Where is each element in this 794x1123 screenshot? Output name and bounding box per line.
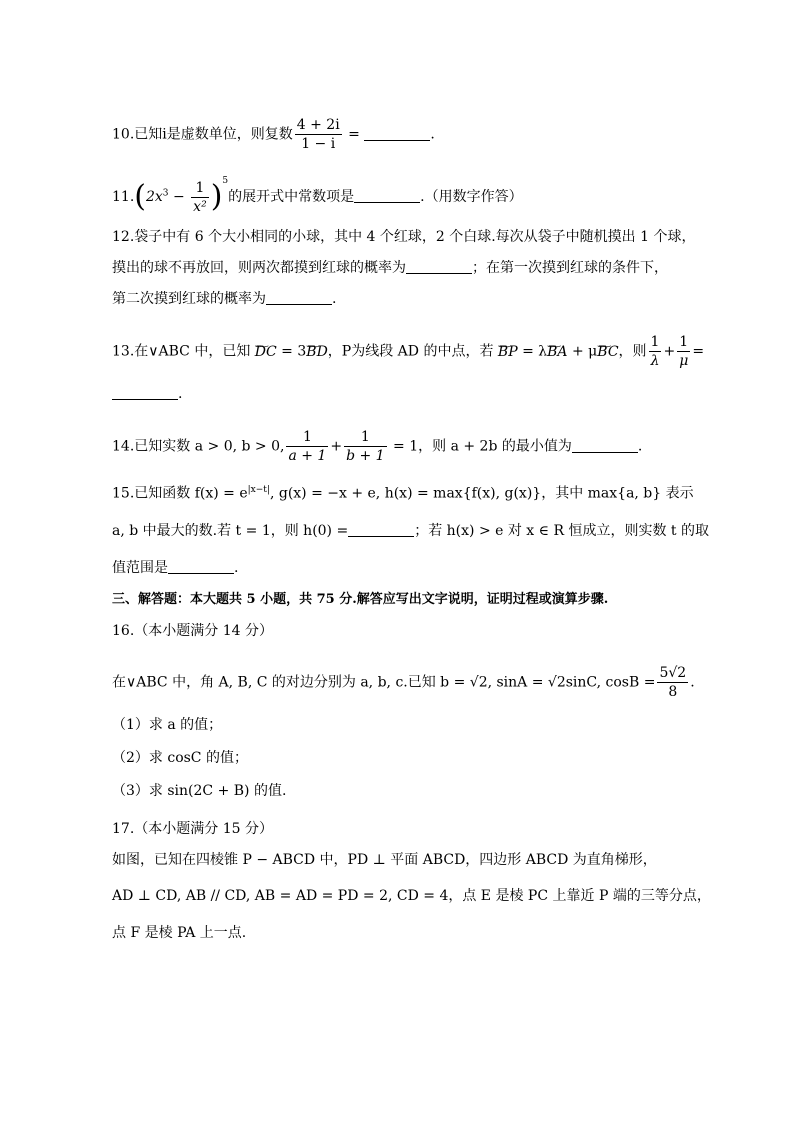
question-14: 14.已知实数 a > 0, b > 0, $\frac{1}{a + 1}$ + $\frac{1}{b + 1}$ = 1，则 a + 2b 的最小值为 . xyxy=(112,429,643,464)
question-16-title: 16.（本小题满分 14 分） xyxy=(112,623,273,639)
answer-blank xyxy=(348,522,414,537)
answer-blank xyxy=(168,559,234,574)
question-10: 10.已知i是虚数单位，则复数 $\frac{4 + 2i}{1 - i}$ = . xyxy=(112,117,435,152)
answer-blank xyxy=(266,290,332,305)
question-17-line-2: AD ⊥ CD, AB // CD, AB = AD = PD = 2, CD = 4，点 E 是棱 PC 上靠近 P 端的三等分点， xyxy=(112,888,711,904)
q10-fraction: $\frac{4 + 2i}{1 - i}$ xyxy=(296,117,340,152)
question-15-line-1: 15.已知函数 $f(x) = e^{|x-t|}$, g(x) = −x + e, h(x) = max{f(x), g(x)}，其中 max{a, b} 表示 xyxy=(112,485,694,502)
question-11: $11.(2x^3$ − $\frac{1}{\text{x²}}$ )$^5$的展开式中常数项是 .（用数字作答） xyxy=(112,176,523,215)
question-13-answer-line: . xyxy=(112,384,182,404)
question-16-part-2: （2）求 cosC 的值； xyxy=(112,750,248,766)
question-17-line-3: 点 F 是棱 PA 上一点. xyxy=(112,925,247,941)
answer-blank xyxy=(112,385,178,400)
q10-text: 10.已知i是虚数单位，则复数 xyxy=(112,126,293,143)
answer-blank xyxy=(364,126,430,141)
answer-blank xyxy=(354,188,420,203)
question-17-line-1: 如图，已知在四棱锥 P − ABCD 中，PD ⊥ 平面 ABCD，四边形 ABCD 为直角梯形， xyxy=(112,852,657,868)
answer-blank xyxy=(572,438,638,453)
question-17-title: 17.（本小题满分 15 分） xyxy=(112,821,273,837)
question-16-part-3: （3）求 sin(2C + B) 的值. xyxy=(112,783,287,799)
q11-fraction: $\frac{1}{\text{x²}}$ xyxy=(193,179,207,215)
question-16-part-1: （1）求 a 的值； xyxy=(112,717,223,733)
question-12-line-1: 12.袋子中有 6 个大小相同的小球，其中 4 个红球，2 个白球.每次从袋子中随机摸出 1 个球， xyxy=(112,229,696,245)
question-13: 13.在∨ABC 中，已知 ‿‿ DC = 3‿‿ BD，P为线段 AD 的中点，若 ‿‿ BP = λ‿‿ BA + μ‿‿ BC，则 $\frac{1}{\lambda}$ + $\frac{1}{\mu}$ = xyxy=(112,333,704,370)
question-12-line-2: 摸出的球不再放回，则两次都摸到红球的概率为 ；在第一次摸到红球的条件下， xyxy=(112,260,668,276)
question-16-stem: 在∨ABC 中，角 A, B, C 的对边分别为 a, b, c.已知 b = √2, sinA = √2sinC, cosB = $\frac{5√2}{8}$ . xyxy=(112,665,695,700)
question-15-line-3: 值范围是 . xyxy=(112,560,239,576)
question-12-line-3: 第二次摸到红球的概率为 . xyxy=(112,291,337,307)
answer-blank xyxy=(406,259,472,274)
section-heading: 三、解答题：本大题共 5 小题，共 75 分.解答应写出文字说明，证明过程或演算步骤. xyxy=(112,592,609,607)
question-15-line-2: a, b 中最大的数.若 t = 1，则 h(0) = ；若 h(x) > e 对 x ∈ R 恒成立，则实数 t 的取 xyxy=(112,523,709,539)
